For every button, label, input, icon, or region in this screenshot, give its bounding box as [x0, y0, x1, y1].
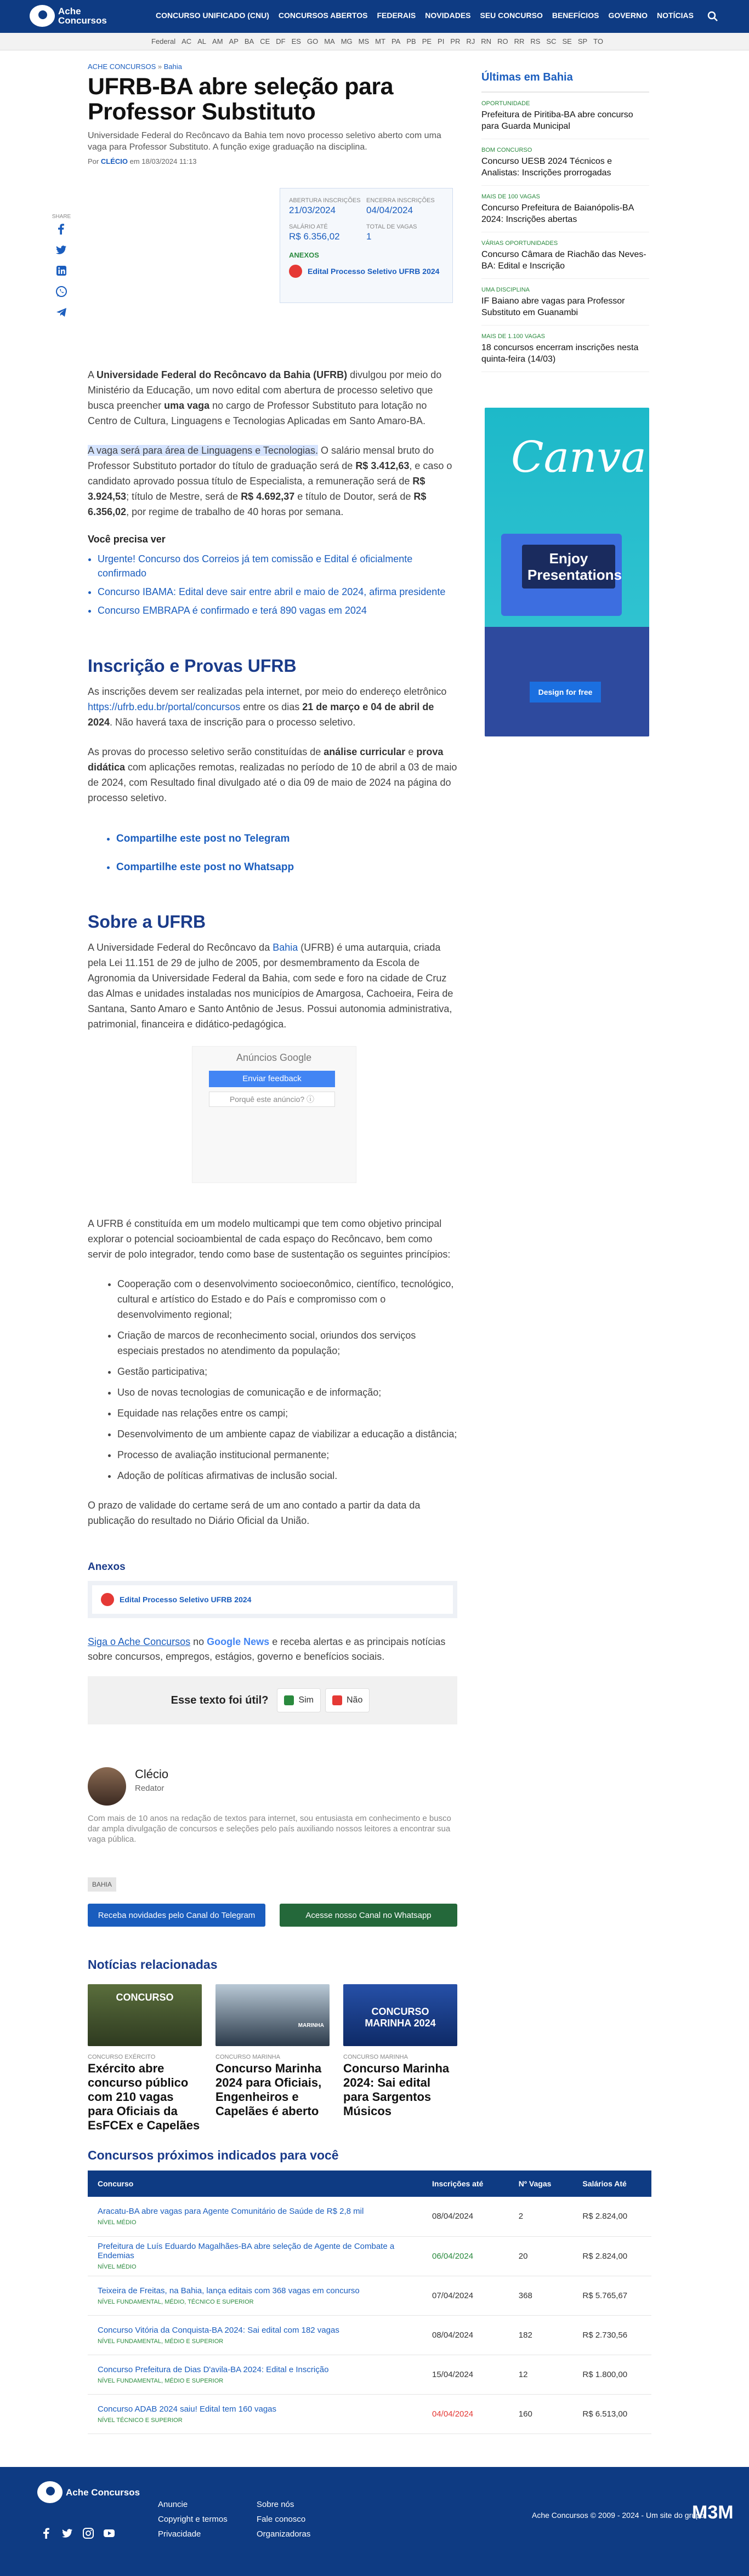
share-telegram-link[interactable]: • Compartilhe este post no Telegram [116, 833, 457, 845]
sidebar-title[interactable]: IF Baiano abre vagas para Professor Substituto em Guanambi [481, 296, 625, 317]
sidebar-title[interactable]: Concurso UESB 2024 Técnicos e Analistas: Inscrições prorrogadas [481, 157, 612, 178]
table-row[interactable] [88, 2355, 651, 2394]
exam-cell[interactable] [88, 2236, 422, 2276]
nav-item-novidades[interactable]: NOVIDADES [425, 11, 471, 20]
section-heading-sobre: Sobre a UFRB [88, 912, 206, 932]
pdf-icon [289, 265, 302, 278]
group-logo[interactable]: M3M [692, 2502, 734, 2523]
exam-cell[interactable] [88, 2276, 422, 2315]
related-image: CONCURSO MARINHA 2024 [343, 1984, 457, 2046]
nav-item-concursos-abertos[interactable]: CONCURSOS ABERTOS [278, 11, 368, 20]
canva-logo: Canva [511, 433, 646, 482]
ad-brand: Anúncios Google [236, 1052, 312, 1063]
closing-label: ENCERRA INSCRIÇÕES [366, 197, 435, 204]
telegram-channel-button[interactable]: Receba novidades pelo Canal do Telegram [88, 1904, 265, 1927]
attachment-card[interactable] [88, 1581, 457, 1618]
exam-name-link[interactable]: Aracatu-BA abre vagas para Agente Comunitário de Saúde de R$ 2,8 mil [98, 2207, 364, 2217]
logo-text: Ache Concursos [58, 6, 107, 26]
footer-link[interactable]: Copyright e termos [158, 2515, 228, 2524]
main-nav [156, 11, 703, 20]
ad-feedback-button[interactable]: Enviar feedback [209, 1071, 335, 1087]
footer-social [41, 2527, 124, 2539]
exam-level: NÍVEL FUNDAMENTAL, MÉDIO E SUPERIOR [98, 2338, 224, 2345]
nav-item-beneficios[interactable]: BENEFÍCIOS [552, 11, 599, 20]
salary-value: R$ 6.356,02 [289, 231, 340, 242]
exam-level: NÍVEL FUNDAMENTAL, MÉDIO, TÉCNICO E SUPERIOR [98, 2298, 254, 2305]
multicampus-paragraph: A UFRB é constituída em um modelo multicampi que tem como objetivo principal explorar o potencial socioambiental de cada espaço do Recôncavo, bem como servir de polo integrador, tendo como base de sustentação os seguintes princípios: [88, 1218, 451, 1260]
state-link[interactable]: RS [530, 37, 541, 45]
exam-name-link[interactable]: Prefeitura de Luís Eduardo Magalhães-BA abre seleção de Agente de Combate a Endemias [98, 2242, 395, 2260]
canva-ad[interactable] [485, 408, 649, 736]
see-also-list [88, 552, 457, 618]
exam-name-link[interactable]: Concurso Prefeitura de Dias D'avila-BA 2024: Edital e Inscrição [98, 2364, 329, 2374]
vacancies-value: 1 [366, 231, 372, 242]
site-logo[interactable] [30, 5, 124, 27]
exam-name-link[interactable]: Concurso Vitória da Conquista-BA 2024: Sai edital com 182 vagas [98, 2325, 339, 2335]
state-link[interactable]: RJ [466, 37, 475, 45]
page-title: UFRB-BA abre seleção para Professor Substituto [88, 73, 394, 125]
sidebar-tag: OPORTUNIDADE [481, 100, 530, 107]
state-link[interactable]: AM [212, 37, 223, 45]
footer-link[interactable]: Fale conosco [257, 2515, 306, 2524]
state-link[interactable]: GO [307, 37, 319, 45]
see-also-link[interactable]: • Concurso IBAMA: Edital deve sair entre abril e maio de 2024, afirma presidente [98, 585, 457, 599]
principle-item: • Criação de marcos de reconhecimento social, oriundos dos serviços especiais prestados no atendimento da população; [117, 1328, 457, 1358]
thumbs-down-icon [332, 1695, 342, 1705]
attachment-link[interactable]: Edital Processo Seletivo UFRB 2024 [120, 1595, 252, 1604]
sidebar [481, 71, 649, 372]
anexos-label: ANEXOS [289, 251, 319, 259]
sidebar-news-item[interactable] [481, 147, 649, 186]
follow-google-news: Siga o Ache Concursos no Google News e receba alertas e as principais notícias sobre concursos, empregos, estágios, governo e benefícios sociais. [88, 1636, 446, 1662]
attachments-heading: Anexos [88, 1561, 126, 1573]
sidebar-news-item[interactable] [481, 193, 649, 232]
table-row[interactable] [88, 2276, 651, 2315]
related-image: MARINHA [215, 1984, 330, 2046]
exams-paragraph: As provas do processo seletivo serão constituídas de análise curricular e prova didática com aplicações remotas, realizadas no período de 10 de abril a 03 de maio de 2024, com Resultado final divulgado até o dia 09 de maio de 2024 na página do processo seletivo. [88, 746, 457, 803]
state-link[interactable]: ES [291, 37, 301, 45]
footer-logo[interactable] [37, 2481, 148, 2503]
facebook-icon[interactable] [41, 2527, 53, 2539]
author-role: Redator [135, 1784, 164, 1793]
vacancies-cell: 368 [509, 2276, 573, 2315]
related-card[interactable] [343, 1984, 457, 2133]
due-date-cell: 04/04/2024 [422, 2394, 509, 2434]
related-card[interactable] [215, 1984, 330, 2133]
exam-cell[interactable] [88, 2197, 422, 2236]
exam-cell[interactable] [88, 2355, 422, 2394]
related-news [88, 1984, 457, 2133]
exam-cell[interactable] [88, 2394, 422, 2434]
telegram-icon[interactable] [55, 306, 67, 318]
state-link[interactable]: PA [391, 37, 401, 45]
principle-item: • Gestão participativa; [117, 1364, 457, 1379]
ad-why-button[interactable]: Porquê este anúncio? ⓘ [209, 1092, 335, 1107]
related-category: CONCURSO MARINHA [343, 2054, 408, 2060]
byline-prefix: Por [88, 157, 99, 165]
state-link[interactable]: AL [197, 37, 207, 45]
opening-label: ABERTURA INSCRIÇÕES [289, 197, 361, 204]
state-link[interactable]: RR [514, 37, 525, 45]
bahia-link[interactable]: Bahia [273, 942, 298, 953]
principle-item: • Desenvolvimento de um ambiente capaz de viabilizar a educação a distância; [117, 1426, 457, 1442]
page-subtitle: Universidade Federal do Recôncavo da Bahia tem novo processo seletivo aberto com uma vaga para Professor Substituto. A função exige graduação na disciplina. [88, 131, 441, 152]
whatsapp-icon[interactable] [55, 285, 67, 298]
sidebar-tag: MAIS DE 100 VAGAS [481, 193, 540, 200]
nav-item-seu-concurso[interactable]: SEU CONCURSO [480, 11, 543, 20]
sidebar-title[interactable]: Concurso Prefeitura de Baianópolis-BA 2024: Inscrições abertas [481, 203, 634, 224]
see-also-link[interactable]: • Concurso EMBRAPA é confirmado e terá 890 vagas em 2024 [98, 603, 457, 618]
state-link[interactable]: MA [324, 37, 335, 45]
author-name: Clécio [135, 1767, 169, 1781]
tag-badge[interactable]: BAHIA [88, 1877, 116, 1892]
canva-cta-button[interactable]: Design for free [530, 682, 601, 702]
footer-link[interactable]: Sobre nós [257, 2500, 294, 2509]
state-link[interactable]: MS [358, 37, 370, 45]
channel-buttons [88, 1904, 457, 1927]
vacancies-label: TOTAL DE VAGAS [366, 224, 417, 230]
exam-name-link[interactable]: Teixeira de Freitas, na Bahia, lança editais com 368 vagas em concurso [98, 2286, 360, 2295]
top-navigation-bar [0, 0, 749, 33]
salary-cell: R$ 2.824,00 [572, 2197, 651, 2236]
state-link[interactable]: PB [406, 37, 416, 45]
share-label: SHARE [52, 214, 71, 220]
exams-table [88, 2171, 651, 2434]
exam-level: NÍVEL FUNDAMENTAL, MÉDIO E SUPERIOR [98, 2377, 224, 2384]
feedback-question: Esse texto foi útil? [171, 1694, 269, 1706]
vacancies-cell: 160 [509, 2394, 573, 2434]
table-row[interactable] [88, 2394, 651, 2434]
principle-item: • Cooperação com o desenvolvimento socioeconômico, científico, tecnológico, cultural e artístico do Estado e do País e compromisso com o desenvolvimento regional; [117, 1276, 457, 1322]
column-header: Inscrições até [422, 2171, 509, 2197]
state-link[interactable]: PI [438, 37, 445, 45]
related-category: CONCURSO MARINHA [215, 2054, 280, 2060]
exam-level: NÍVEL MÉDIO [98, 2264, 137, 2270]
linkedin-icon[interactable] [55, 265, 67, 277]
related-title[interactable]: Concurso Marinha 2024 para Oficiais, Engenheiros e Capelães é aberto [215, 2061, 322, 2118]
salary-cell: R$ 1.800,00 [572, 2355, 651, 2394]
registration-paragraph: As inscrições devem ser realizadas pela internet, por meio do endereço eletrônico https://ufrb.edu.br/portal/concursos entre os dias 21 de março e 04 de abril de 2024. Não haverá taxa de inscrição para o processo seletivo. [88, 686, 447, 728]
sidebar-tag: UMA DISCIPLINA [481, 287, 530, 293]
state-link[interactable]: BA [244, 37, 254, 45]
nav-item-governo[interactable]: GOVERNO [608, 11, 648, 20]
sidebar-title[interactable]: Prefeitura de Piritiba-BA abre concurso para Guarda Municipal [481, 110, 633, 131]
sidebar-tag: BOM CONCURSO [481, 147, 532, 153]
instagram-icon[interactable] [82, 2527, 94, 2539]
state-link[interactable]: PR [450, 37, 461, 45]
due-date-cell: 08/04/2024 [422, 2315, 509, 2355]
share-post-list [88, 833, 457, 873]
logo-icon [37, 2481, 63, 2503]
salary-cell: R$ 5.765,67 [572, 2276, 651, 2315]
breadcrumb-bahia[interactable]: Bahia [163, 62, 182, 71]
search-icon[interactable] [706, 10, 719, 23]
intro-paragraph: A Universidade Federal do Recôncavo da Bahia (UFRB) divulgou por meio do Ministério da Educação, um novo edital com abertura de processo seletivo que busca preencher uma vaga no cargo de Professor Substituto para lotação no Centro de Cultura, Linguagens e Tecnologias Aplicadas em Santo Amaro-BA. [88, 369, 442, 426]
footer-link[interactable]: Organizadoras [257, 2529, 311, 2539]
avatar [88, 1767, 126, 1806]
state-link[interactable]: TO [593, 37, 603, 45]
exam-level: NÍVEL MÉDIO [98, 2219, 137, 2226]
related-card[interactable] [88, 1984, 202, 2133]
vacancies-cell: 182 [509, 2315, 573, 2355]
recommended-exams [88, 2148, 651, 2434]
state-link[interactable]: AP [229, 37, 239, 45]
footer [0, 2467, 749, 2576]
exam-level: NÍVEL TÉCNICO E SUPERIOR [98, 2417, 183, 2424]
related-title[interactable]: Concurso Marinha 2024: Sai edital para Sargentos Músicos [343, 2061, 450, 2118]
feedback-no-button[interactable]: Não [325, 1688, 370, 1712]
column-header: Concurso [88, 2171, 422, 2197]
see-also-heading: Você precisa ver [88, 534, 166, 545]
column-header: Salários Até [572, 2171, 651, 2197]
salary-cell: R$ 6.513,00 [572, 2394, 651, 2434]
article [88, 62, 457, 2133]
twitter-icon[interactable] [55, 244, 67, 256]
logo-icon [30, 5, 55, 27]
table-row[interactable] [88, 2197, 651, 2236]
salary-label: SALÁRIO ATÉ [289, 224, 328, 230]
closing-date: 04/04/2024 [366, 205, 413, 215]
section-heading-inscricao: Inscrição e Provas UFRB [88, 656, 297, 676]
principle-item: • Uso de novas tecnologias de comunicação e de informação; [117, 1385, 457, 1400]
exam-cell[interactable] [88, 2315, 422, 2355]
byline [88, 157, 457, 165]
sidebar-title[interactable]: Concurso Câmara de Riachão das Neves-BA: Edital e Inscrição [481, 250, 646, 271]
google-ad-slot [192, 1046, 356, 1183]
state-link[interactable]: PE [422, 37, 432, 45]
author-link[interactable]: CLÉCIO [100, 157, 128, 165]
share-bar [52, 214, 71, 327]
footer-logo-text: Ache Concursos [66, 2487, 140, 2498]
publish-date: em 18/03/2024 11:13 [129, 157, 197, 165]
author-box [88, 1767, 457, 1806]
share-whatsapp-link[interactable]: • Compartilhe este post no Whatsapp [116, 861, 457, 873]
breadcrumb-home[interactable]: ACHE CONCURSOS [88, 62, 156, 71]
feedback-box [88, 1676, 457, 1724]
sidebar-news-item[interactable] [481, 333, 649, 372]
validity-paragraph: O prazo de validade do certame será de um ano contado a partir da data da publicação do resultado no Diário Oficial da União. [88, 1500, 421, 1526]
state-link[interactable]: RN [481, 37, 492, 45]
related-news-heading: Notícias relacionadas [88, 1957, 218, 1972]
vacancies-cell: 20 [509, 2236, 573, 2276]
due-date-cell: 06/04/2024 [422, 2236, 509, 2276]
due-date-cell: 15/04/2024 [422, 2355, 509, 2394]
sidebar-tag: VÁRIAS OPORTUNIDADES [481, 240, 558, 247]
table-row[interactable] [88, 2315, 651, 2355]
state-link[interactable]: CE [260, 37, 270, 45]
state-list [151, 37, 609, 45]
column-header: Nº Vagas [509, 2171, 573, 2197]
twitter-icon[interactable] [61, 2527, 73, 2539]
breadcrumb: ACHE CONCURSOS » Bahia [88, 62, 182, 71]
about-paragraph: A Universidade Federal do Recôncavo da Bahia (UFRB) é uma autarquia, criada pela Lei 11.151 de 29 de julho de 2005, por desmembramento da Escola de Agronomia da Universidade Federal da Bahia, com sede e foro na cidade de Cruz das Almas e unidades instaladas nos municípios de Amargosa, Cachoeira, Feira de Santana, Santo Amaro e Santo Antônio de Jesus. Possui autonomia administrativa, patrimonial, financeira e didático-pedagógica. [88, 942, 453, 1030]
principles-list [88, 1276, 457, 1483]
feedback-yes-button[interactable]: Sim [277, 1688, 321, 1712]
facebook-icon[interactable] [55, 223, 67, 235]
related-category: CONCURSO EXÉRCITO [88, 2054, 156, 2060]
footer-link[interactable]: Privacidade [158, 2529, 201, 2539]
youtube-icon[interactable] [103, 2527, 115, 2539]
vacancies-cell: 2 [509, 2197, 573, 2236]
exam-name-link[interactable]: Concurso ADAB 2024 saiu! Edital tem 160 vagas [98, 2404, 277, 2414]
opening-date: 21/03/2024 [289, 205, 336, 215]
exam-info-box [280, 188, 453, 303]
nav-item-noticias[interactable]: NOTÍCIAS [657, 11, 694, 20]
state-link[interactable]: AC [181, 37, 192, 45]
info-attachment[interactable] [289, 265, 444, 278]
due-date-cell: 08/04/2024 [422, 2197, 509, 2236]
state-link[interactable]: RO [497, 37, 508, 45]
author-bio: Com mais de 10 anos na redação de textos para internet, sou entusiasta em conhecimento e busco dar ampla divulgação de concursos e seleções pelo país auxiliando nossos leitores a encontrar sua vaga pública. [88, 1814, 451, 1844]
related-image: CONCURSO [88, 1984, 202, 2046]
state-link[interactable]: Federal [151, 37, 176, 45]
vacancies-cell: 12 [509, 2355, 573, 2394]
nav-item-federais[interactable]: FEDERAIS [377, 11, 416, 20]
principle-item: • Processo de avaliação institucional permanente; [117, 1447, 457, 1463]
registration-link[interactable]: https://ufrb.edu.br/portal/concursos [88, 701, 241, 712]
info-attachment-link[interactable]: Edital Processo Seletivo UFRB 2024 [308, 267, 440, 276]
sidebar-tag: MAIS DE 1.100 VAGAS [481, 333, 545, 340]
sidebar-heading: Últimas em Bahia [481, 71, 649, 93]
salary-paragraph: A vaga será para área de Linguagens e Tecnologias. O salário mensal bruto do Professor Substituto portador do título de graduação será de R$ 3.412,63, e caso o candidato aprovado possua título de Especialista, a remuneração será de R$ 3.924,53; título de Mestre, será de R$ 4.692,37 e título de Doutor, será de R$ 6.356,02, por regime de trabalho de 40 horas por semana. [88, 445, 452, 517]
sidebar-news-item[interactable] [481, 100, 649, 139]
salary-cell: R$ 2.824,00 [572, 2236, 651, 2276]
thumbs-up-icon [284, 1695, 294, 1705]
state-link[interactable]: SP [577, 37, 588, 45]
whatsapp-channel-button[interactable]: Acesse nosso Canal no Whatsapp [280, 1904, 457, 1927]
google-logo-text: Google [207, 1636, 241, 1647]
principle-item: • Adoção de políticas afirmativas de inclusão social. [117, 1468, 457, 1483]
follow-link[interactable]: Siga o Ache Concursos [88, 1636, 191, 1647]
recommended-exams-heading: Concursos próximos indicados para você [88, 2148, 339, 2162]
footer-links [158, 2500, 355, 2539]
pdf-icon [101, 1593, 114, 1606]
nav-item-cnu[interactable]: CONCURSO UNIFICADO (CNU) [156, 11, 269, 20]
sidebar-news-item[interactable] [481, 287, 649, 325]
footer-link[interactable]: Anuncie [158, 2500, 188, 2509]
due-date-cell: 07/04/2024 [422, 2276, 509, 2315]
copyright-text: Ache Concursos © 2009 - 2024 - Um site do grupo [532, 2511, 705, 2520]
sidebar-news-item[interactable] [481, 240, 649, 279]
state-link[interactable]: SE [562, 37, 572, 45]
related-title[interactable]: Exército abre concurso público com 210 vagas para Oficiais da EsFCEx e Capelães [88, 2061, 200, 2132]
principle-item: • Equidade nas relações entre os campi; [117, 1406, 457, 1421]
state-link[interactable]: MT [375, 37, 385, 45]
state-link[interactable]: MG [341, 37, 353, 45]
state-filter-bar [0, 33, 749, 50]
see-also-link[interactable]: • Urgente! Concurso dos Correios já tem comissão e Edital é oficialmente confirmado [98, 552, 457, 580]
state-link[interactable]: DF [276, 37, 286, 45]
salary-cell: R$ 2.730,56 [572, 2315, 651, 2355]
table-row[interactable] [88, 2236, 651, 2276]
sidebar-title[interactable]: 18 concursos encerram inscrições nesta quinta-feira (14/03) [481, 343, 639, 364]
canva-headline: Enjoy Presentations [522, 545, 615, 589]
state-link[interactable]: SC [546, 37, 557, 45]
